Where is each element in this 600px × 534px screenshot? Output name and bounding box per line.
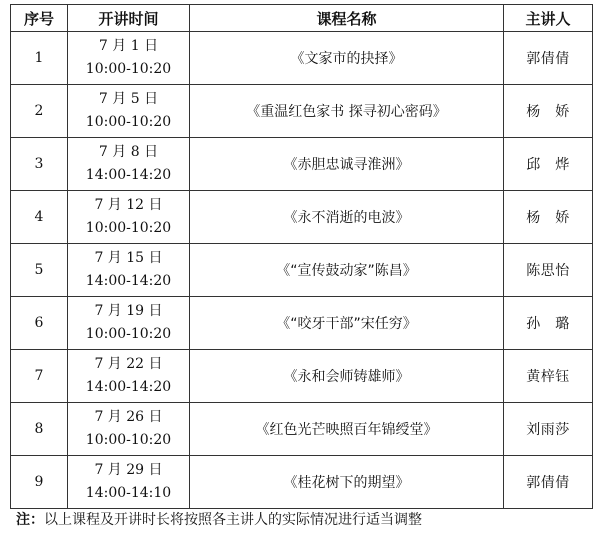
row-date: 7 月 26 日 (94, 409, 163, 425)
row-time (68, 297, 190, 350)
row-course: 《赤胆忠诚寻淮洲》 (190, 138, 504, 191)
row-number: 2 (11, 85, 68, 138)
row-time (68, 244, 190, 297)
header-course: 课程名称 (190, 5, 504, 32)
row-time-range: 10:00-10:20 (85, 432, 172, 448)
row-time (68, 32, 190, 85)
row-number: 8 (11, 403, 68, 456)
row-course: 《红色光芒映照百年锦绶堂》 (190, 403, 504, 456)
header-row (11, 5, 593, 32)
row-lecturer: 黄梓钰 (504, 350, 593, 403)
row-number: 5 (11, 244, 68, 297)
row-number: 4 (11, 191, 68, 244)
row-date: 7 月 29 日 (94, 462, 163, 478)
footnote-label: 注： (16, 512, 44, 528)
row-time-range: 10:00-10:20 (85, 220, 172, 236)
table-row (11, 456, 593, 509)
row-date: 7 月 15 日 (94, 250, 163, 266)
row-course: 《永不消逝的电波》 (190, 191, 504, 244)
row-lecturer: 邱 烨 (504, 138, 593, 191)
schedule-table (10, 4, 593, 509)
row-time-range: 14:00-14:20 (85, 167, 172, 183)
table-row (11, 32, 593, 85)
row-lecturer: 郭倩倩 (504, 32, 593, 85)
row-time-range: 10:00-10:20 (85, 326, 172, 342)
row-date: 7 月 8 日 (98, 144, 159, 160)
row-lecturer: 孙 璐 (504, 297, 593, 350)
row-time-range: 10:00-10:20 (85, 114, 172, 130)
row-time (68, 350, 190, 403)
row-number: 7 (11, 350, 68, 403)
row-lecturer: 陈思怡 (504, 244, 593, 297)
row-time (68, 191, 190, 244)
row-time (68, 85, 190, 138)
row-lecturer: 杨 娇 (504, 85, 593, 138)
table-row (11, 350, 593, 403)
row-time-range: 14:00-14:20 (85, 273, 172, 289)
row-course: 《永和会师铸雄师》 (190, 350, 504, 403)
header-number: 序号 (11, 5, 68, 32)
row-date: 7 月 12 日 (94, 197, 163, 213)
row-lecturer: 刘雨莎 (504, 403, 593, 456)
row-date: 7 月 19 日 (94, 303, 163, 319)
row-lecturer: 郭倩倩 (504, 456, 593, 509)
row-course: 《“宣传鼓动家”陈昌》 (190, 244, 504, 297)
row-number: 3 (11, 138, 68, 191)
table-row (11, 191, 593, 244)
table-row (11, 138, 593, 191)
row-time (68, 456, 190, 509)
row-number: 9 (11, 456, 68, 509)
row-number: 6 (11, 297, 68, 350)
row-number: 1 (11, 32, 68, 85)
footnote (16, 510, 422, 530)
row-time (68, 138, 190, 191)
row-time-range: 14:00-14:10 (85, 485, 172, 501)
row-date: 7 月 1 日 (98, 38, 159, 54)
row-time-range: 14:00-14:20 (85, 379, 172, 395)
table-row (11, 403, 593, 456)
table-row (11, 297, 593, 350)
table-row (11, 244, 593, 297)
header-lecturer: 主讲人 (504, 5, 593, 32)
row-course: 《文家市的抉择》 (190, 32, 504, 85)
row-course: 《“咬牙干部”宋任穷》 (190, 297, 504, 350)
row-date: 7 月 22 日 (94, 356, 163, 372)
header-time: 开讲时间 (68, 5, 190, 32)
row-course: 《重温红色家书 探寻初心密码》 (190, 85, 504, 138)
footnote-text: 以上课程及开讲时长将按照各主讲人的实际情况进行适当调整 (44, 512, 422, 528)
table-row (11, 85, 593, 138)
row-course: 《桂花树下的期望》 (190, 456, 504, 509)
row-lecturer: 杨 娇 (504, 191, 593, 244)
row-time-range: 10:00-10:20 (85, 61, 172, 77)
row-date: 7 月 5 日 (98, 91, 159, 107)
row-time (68, 403, 190, 456)
